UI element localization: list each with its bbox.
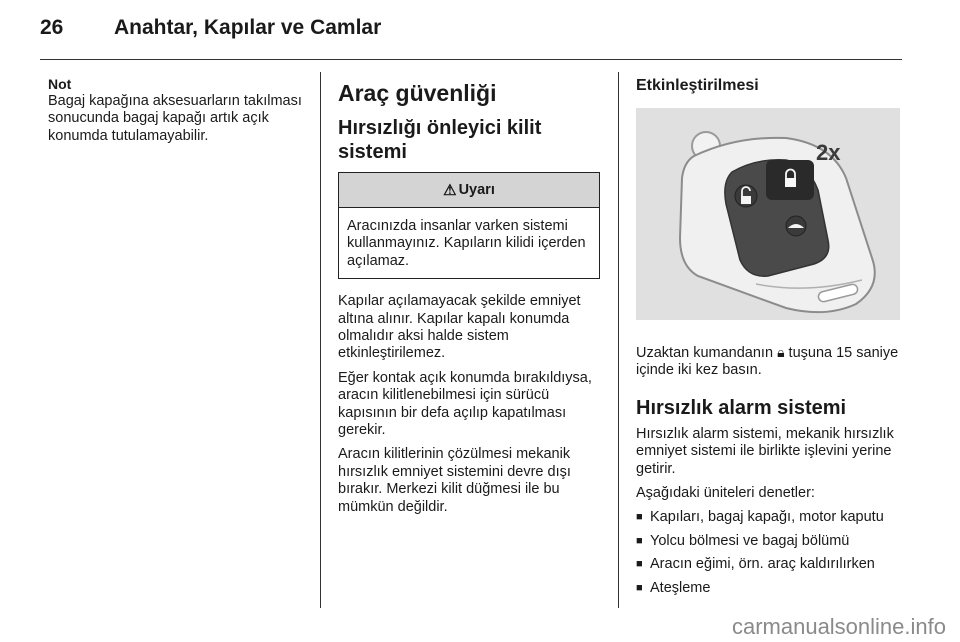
bullet-icon: ■ — [636, 581, 643, 594]
press-count-label: 2x — [816, 140, 841, 165]
warning-header — [339, 173, 599, 208]
bullet-icon: ■ — [636, 511, 643, 524]
list-item: ■ Kapıları, bagaj kapağı, motor kaputu — [636, 509, 884, 526]
subsection-heading: Hırsızlığı önleyici kilit sistemi — [338, 117, 542, 163]
instruction-before: Uzaktan kumandanın — [636, 345, 774, 361]
warning-title: Uyarı — [458, 182, 495, 198]
warning-text: Aracınızda insanlar varken sistemi kullanmayınız. Kapıların kilidi içerden açılamaz. — [347, 218, 586, 269]
column-divider-left — [320, 72, 321, 608]
alarm-heading: Hırsızlık alarm sistemi — [636, 396, 847, 419]
remote-key-image — [636, 108, 900, 320]
column-note — [48, 72, 310, 152]
note-label: Not — [48, 76, 72, 92]
instruction-after: tuşuna 15 saniye içinde iki kez basın. — [636, 345, 899, 379]
lock-icon: 🔒︎ — [777, 344, 785, 360]
list-item: ■ Aracın eğimi, örn. araç kaldırılırken — [636, 556, 875, 573]
activation-heading: Etkinleştirilmesi — [636, 77, 759, 94]
paragraph: Kapılar açılamayacak şekilde emniyet altına alınır. Kapılar kapalı konumda olmalıdır aksi halde sistem etkinleştirilemez. — [338, 293, 581, 362]
warning-triangle-icon: ⚠ — [443, 182, 457, 199]
section-heading: Araç güvenliği — [338, 80, 497, 106]
warning-box — [338, 172, 600, 279]
bullet-icon: ■ — [636, 534, 643, 547]
paragraph: Aracın kilitlerinin çözülmesi mekanik hırsızlık emniyet sistemini devre dışı bırakır. Merkezi kilit düğmesi ile bu mümkün değildir. — [338, 446, 571, 515]
column-divider-right — [618, 72, 619, 608]
list-item: ■ Ateşleme — [636, 579, 711, 596]
remote-key-illustration — [636, 108, 900, 320]
watermark: carmanualsonline.info — [731, 614, 946, 639]
paragraph: Eğer kontak açık konumda bırakıldıysa, aracın kilitlenebilmesi için sürücü kapısının bir defa açılıp kapatılması gerekir. — [338, 369, 592, 439]
page-number: 26 — [40, 16, 64, 39]
chapter-title: Anahtar, Kapılar ve Camlar — [114, 16, 382, 39]
note-text: Bagaj kapağına aksesuarların takılması sonucunda bagaj kapağı artık açık konumda tutulamayabilir. — [48, 93, 302, 144]
page-header — [40, 16, 920, 60]
activation-instruction — [636, 344, 904, 380]
list-item: ■ Yolcu bölmesi ve bagaj bölümü — [636, 532, 850, 549]
alarm-text: Hırsızlık alarm sistemi, mekanik hırsızlık emniyet sistemi ile birlikte işlevini yerine getirir. — [636, 425, 894, 477]
bullet-icon: ■ — [636, 558, 643, 571]
monitored-list — [636, 509, 904, 597]
monitor-intro: Aşağıdaki üniteleri denetler: — [636, 485, 815, 502]
header-divider — [40, 59, 902, 60]
column-vehicle-security — [338, 72, 600, 523]
column-activation — [636, 72, 904, 603]
